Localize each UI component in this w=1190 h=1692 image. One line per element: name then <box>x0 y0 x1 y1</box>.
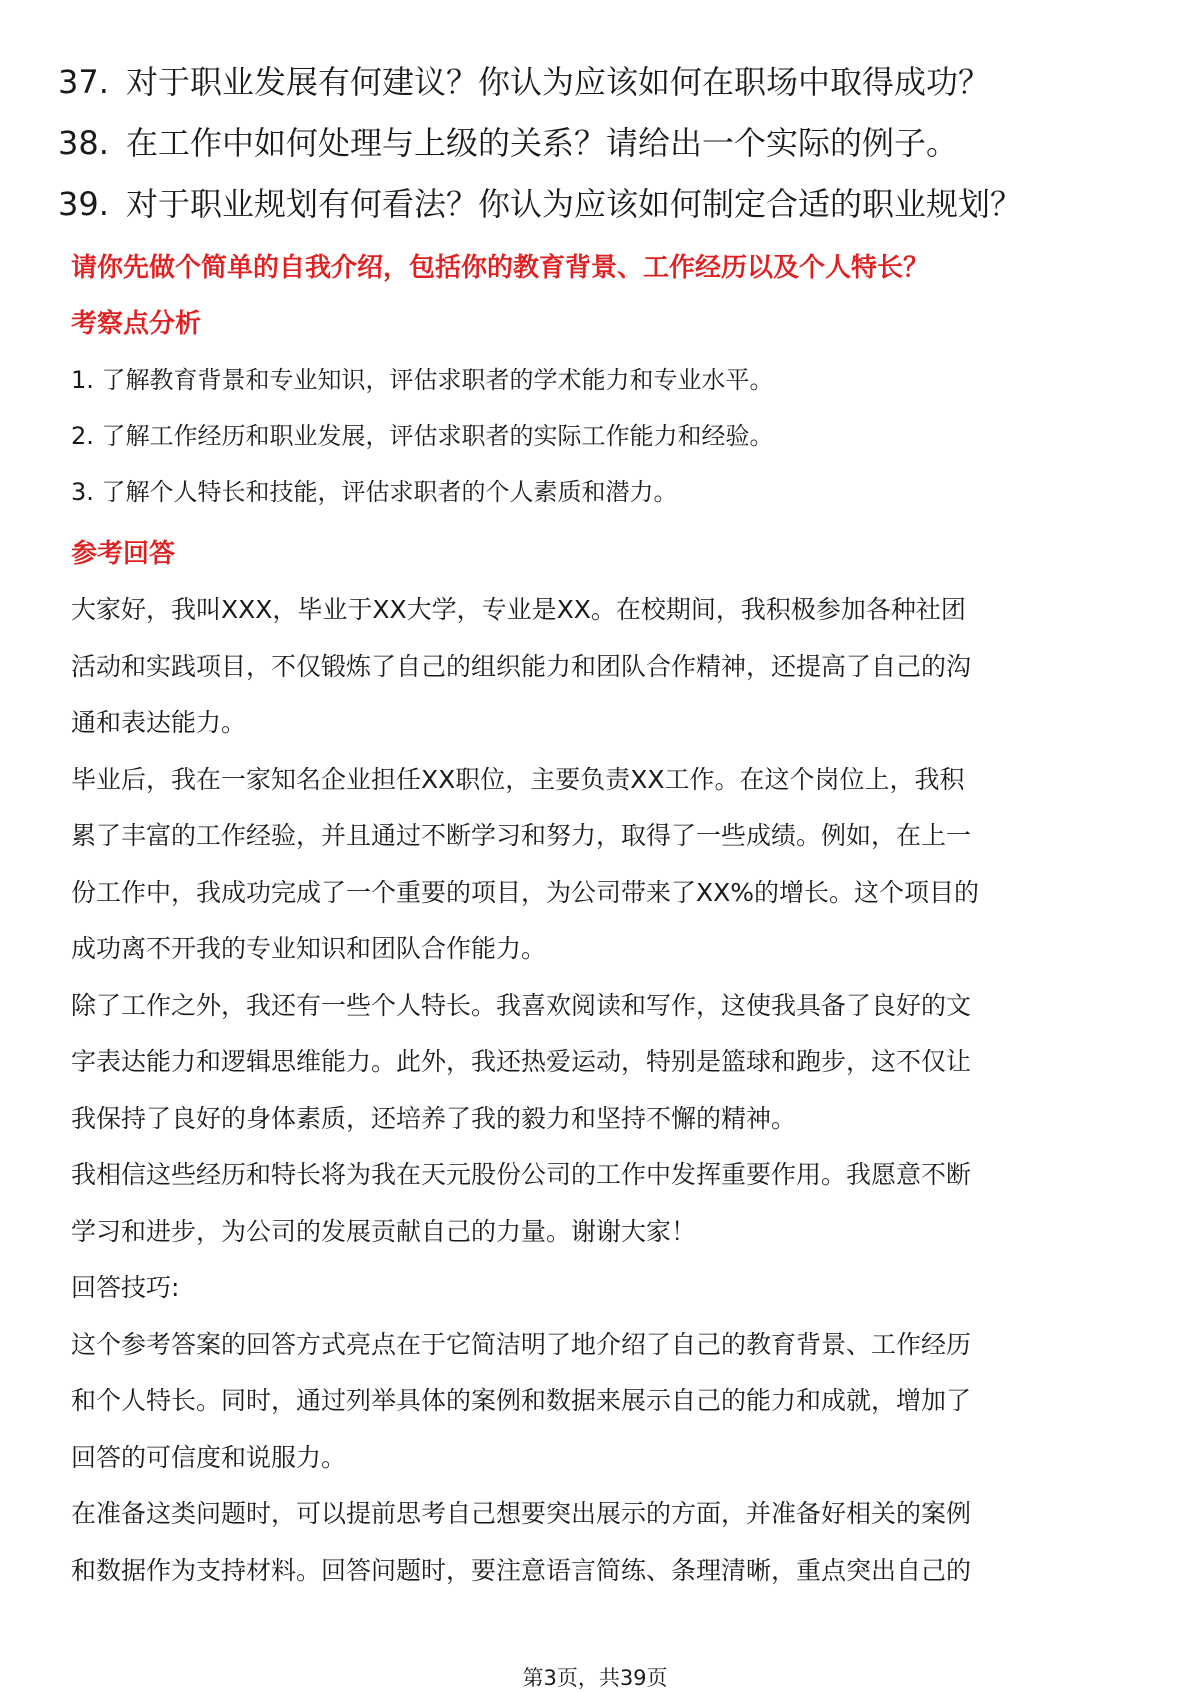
question-number: 37. <box>58 63 109 101</box>
paragraph-line: 学习和进步，为公司的发展贡献自己的力量。谢谢大家！ <box>71 1216 697 1246</box>
answer-paragraph <box>71 1147 1131 1260</box>
paragraph-line: 和个人特长。同时，通过列举具体的案例和数据来展示自己的能力和成就，增加了 <box>71 1386 972 1415</box>
paragraph-line: 大家好，我叫XXX，毕业于XX大学，专业是XX。在校期间，我积极参加各种社团 <box>71 595 966 624</box>
paragraph-line: 字表达能力和逻辑思维能力。此外，我还热爱运动，特别是篮球和跑步，这不仅让 <box>71 1047 972 1076</box>
answer-paragraph <box>71 978 1131 1148</box>
answer-paragraph <box>71 582 1131 752</box>
paragraph-line: 毕业后，我在一家知名企业担任XX职位，主要负责XX工作。在这个岗位上，我积 <box>71 764 965 794</box>
paragraph-line: 回答的可信度和说服力。 <box>71 1442 347 1472</box>
analysis-point: 3. 了解个人特长和技能，评估求职者的个人素质和潜力。 <box>71 478 678 506</box>
answer-paragraph <box>71 752 1131 978</box>
question-number: 38. <box>58 124 109 162</box>
question-item <box>58 113 1148 174</box>
paragraph-line: 我保持了良好的身体素质，还培养了我的毅力和坚持不懈的精神。 <box>71 1103 797 1133</box>
paragraph-line: 这个参考答案的回答方式亮点在于它简洁明了地介绍了自己的教育背景、工作经历 <box>71 1329 972 1359</box>
page-footer: 第3页，共39页 <box>522 1666 668 1690</box>
question-list <box>58 52 1148 235</box>
tips-paragraph <box>71 1317 1131 1487</box>
question-item <box>58 174 1148 235</box>
analysis-point: 2. 了解工作经历和职业发展，评估求职者的实际工作能力和经验。 <box>71 422 774 450</box>
question-text: 对于职业规划有何看法？你认为应该如何制定合适的职业规划？ <box>126 185 1023 223</box>
paragraph-line: 活动和实践项目，不仅锻炼了自己的组织能力和团队合作精神，还提高了自己的沟 <box>71 651 972 681</box>
paragraph-line: 和数据作为支持材料。回答问题时，要注意语言简练、条理清晰，重点突出自己的 <box>71 1555 972 1585</box>
paragraph-line: 成功离不开我的专业知识和团队合作能力。 <box>71 934 547 963</box>
paragraph-line: 我相信这些经历和特长将为我在天元股份公司的工作中发挥重要作用。我愿意不断 <box>71 1160 972 1189</box>
tips-paragraph <box>71 1486 1131 1599</box>
question-item <box>58 52 1148 113</box>
paragraph-line: 份工作中，我成功完成了一个重要的项目，为公司带来了XX%的增长。这个项目的 <box>71 877 980 907</box>
question-text: 对于职业发展有何建议？你认为应该如何在职场中取得成功？ <box>126 63 991 101</box>
featured-question: 请你先做个简单的自我介绍，包括你的教育背景、工作经历以及个人特长？ <box>71 253 930 283</box>
question-number: 39. <box>58 185 109 223</box>
paragraph-line: 除了工作之外，我还有一些个人特长。我喜欢阅读和写作，这使我具备了良好的文 <box>71 990 972 1020</box>
tips-label: 回答技巧: <box>71 1273 180 1302</box>
paragraph-line: 在准备这类问题时，可以提前思考自己想要突出展示的方面，并准备好相关的案例 <box>71 1499 972 1528</box>
main-content <box>71 240 1131 1599</box>
question-text: 在工作中如何处理与上级的关系？请给出一个实际的例子。 <box>126 124 959 162</box>
answer-heading: 参考回答 <box>71 539 176 569</box>
analysis-heading: 考察点分析 <box>71 309 202 339</box>
paragraph-line: 累了丰富的工作经验，并且通过不断学习和努力，取得了一些成绩。例如，在上一 <box>71 821 972 850</box>
paragraph-line: 通和表达能力。 <box>71 708 247 737</box>
analysis-point: 1. 了解教育背景和专业知识，评估求职者的学术能力和专业水平。 <box>71 366 774 394</box>
